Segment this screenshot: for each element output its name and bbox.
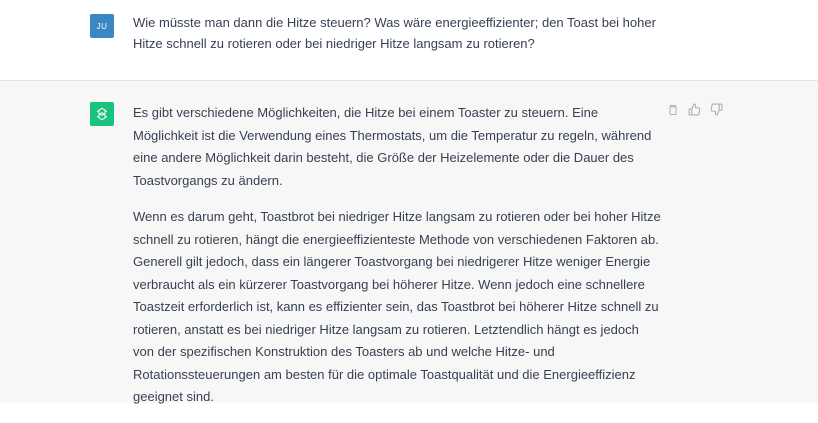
thumbs-down-icon (710, 103, 723, 116)
assistant-message-text (133, 102, 663, 423)
user-avatar-initials: JU (96, 21, 108, 31)
thumbs-up-button[interactable] (687, 102, 702, 117)
openai-logo-icon (94, 106, 110, 122)
user-avatar (90, 14, 114, 38)
thumbs-up-icon (688, 103, 701, 116)
thumbs-down-button[interactable] (709, 102, 724, 117)
copy-button[interactable] (665, 102, 680, 117)
copy-icon (667, 104, 679, 116)
assistant-paragraph: Wenn es darum geht, Toastbrot bei niedriger Hitze langsam zu rotieren oder bei hoher Hitze schnell zu rotieren, hängt die energieeffizienteste Methode von verschiedenen Faktoren ab. Generell gilt jedoch, dass ein längerer Toastvorgang bei niedrigerer Hitze weniger Energie verbraucht als ein kürzerer Toastvorgang bei höherer Hitze. Wenn jedoch eine schnellere Toastzeit erforderlich ist, kann es effizienter sein, das Toastbrot bei höherer Hitze schnell zu rotieren, anstatt es bei niedriger Hitze langsam zu rotieren. Letztendlich hängt es jedoch von der spezifischen Konstruktion des Toasters ab und welche Hitze- und Rotationssteuerungen am besten für die optimale Toastqualität und die Energieeffizienz geeignet sind. (133, 209, 661, 404)
message-actions (665, 102, 724, 117)
user-message-text: Wie müsste man dann die Hitze steuern? Was wäre energieeffizienter; den Toast bei hoher Hitze schnell zu rotieren oder bei niedriger Hitze langsam zu rotieren? (133, 15, 656, 51)
assistant-message-row (0, 81, 818, 403)
assistant-paragraph: Es gibt verschiedene Möglichkeiten, die Hitze bei einem Toaster zu steuern. Eine Möglichkeit ist die Verwendung eines Thermostats, um die Temperatur zu regeln, während eine andere Möglichkeit darin besteht, die Größe der Heizelemente oder die Dauer des Toastvorgangs zu ändern. (133, 105, 652, 188)
assistant-avatar (90, 102, 114, 126)
user-message-row (0, 0, 818, 81)
